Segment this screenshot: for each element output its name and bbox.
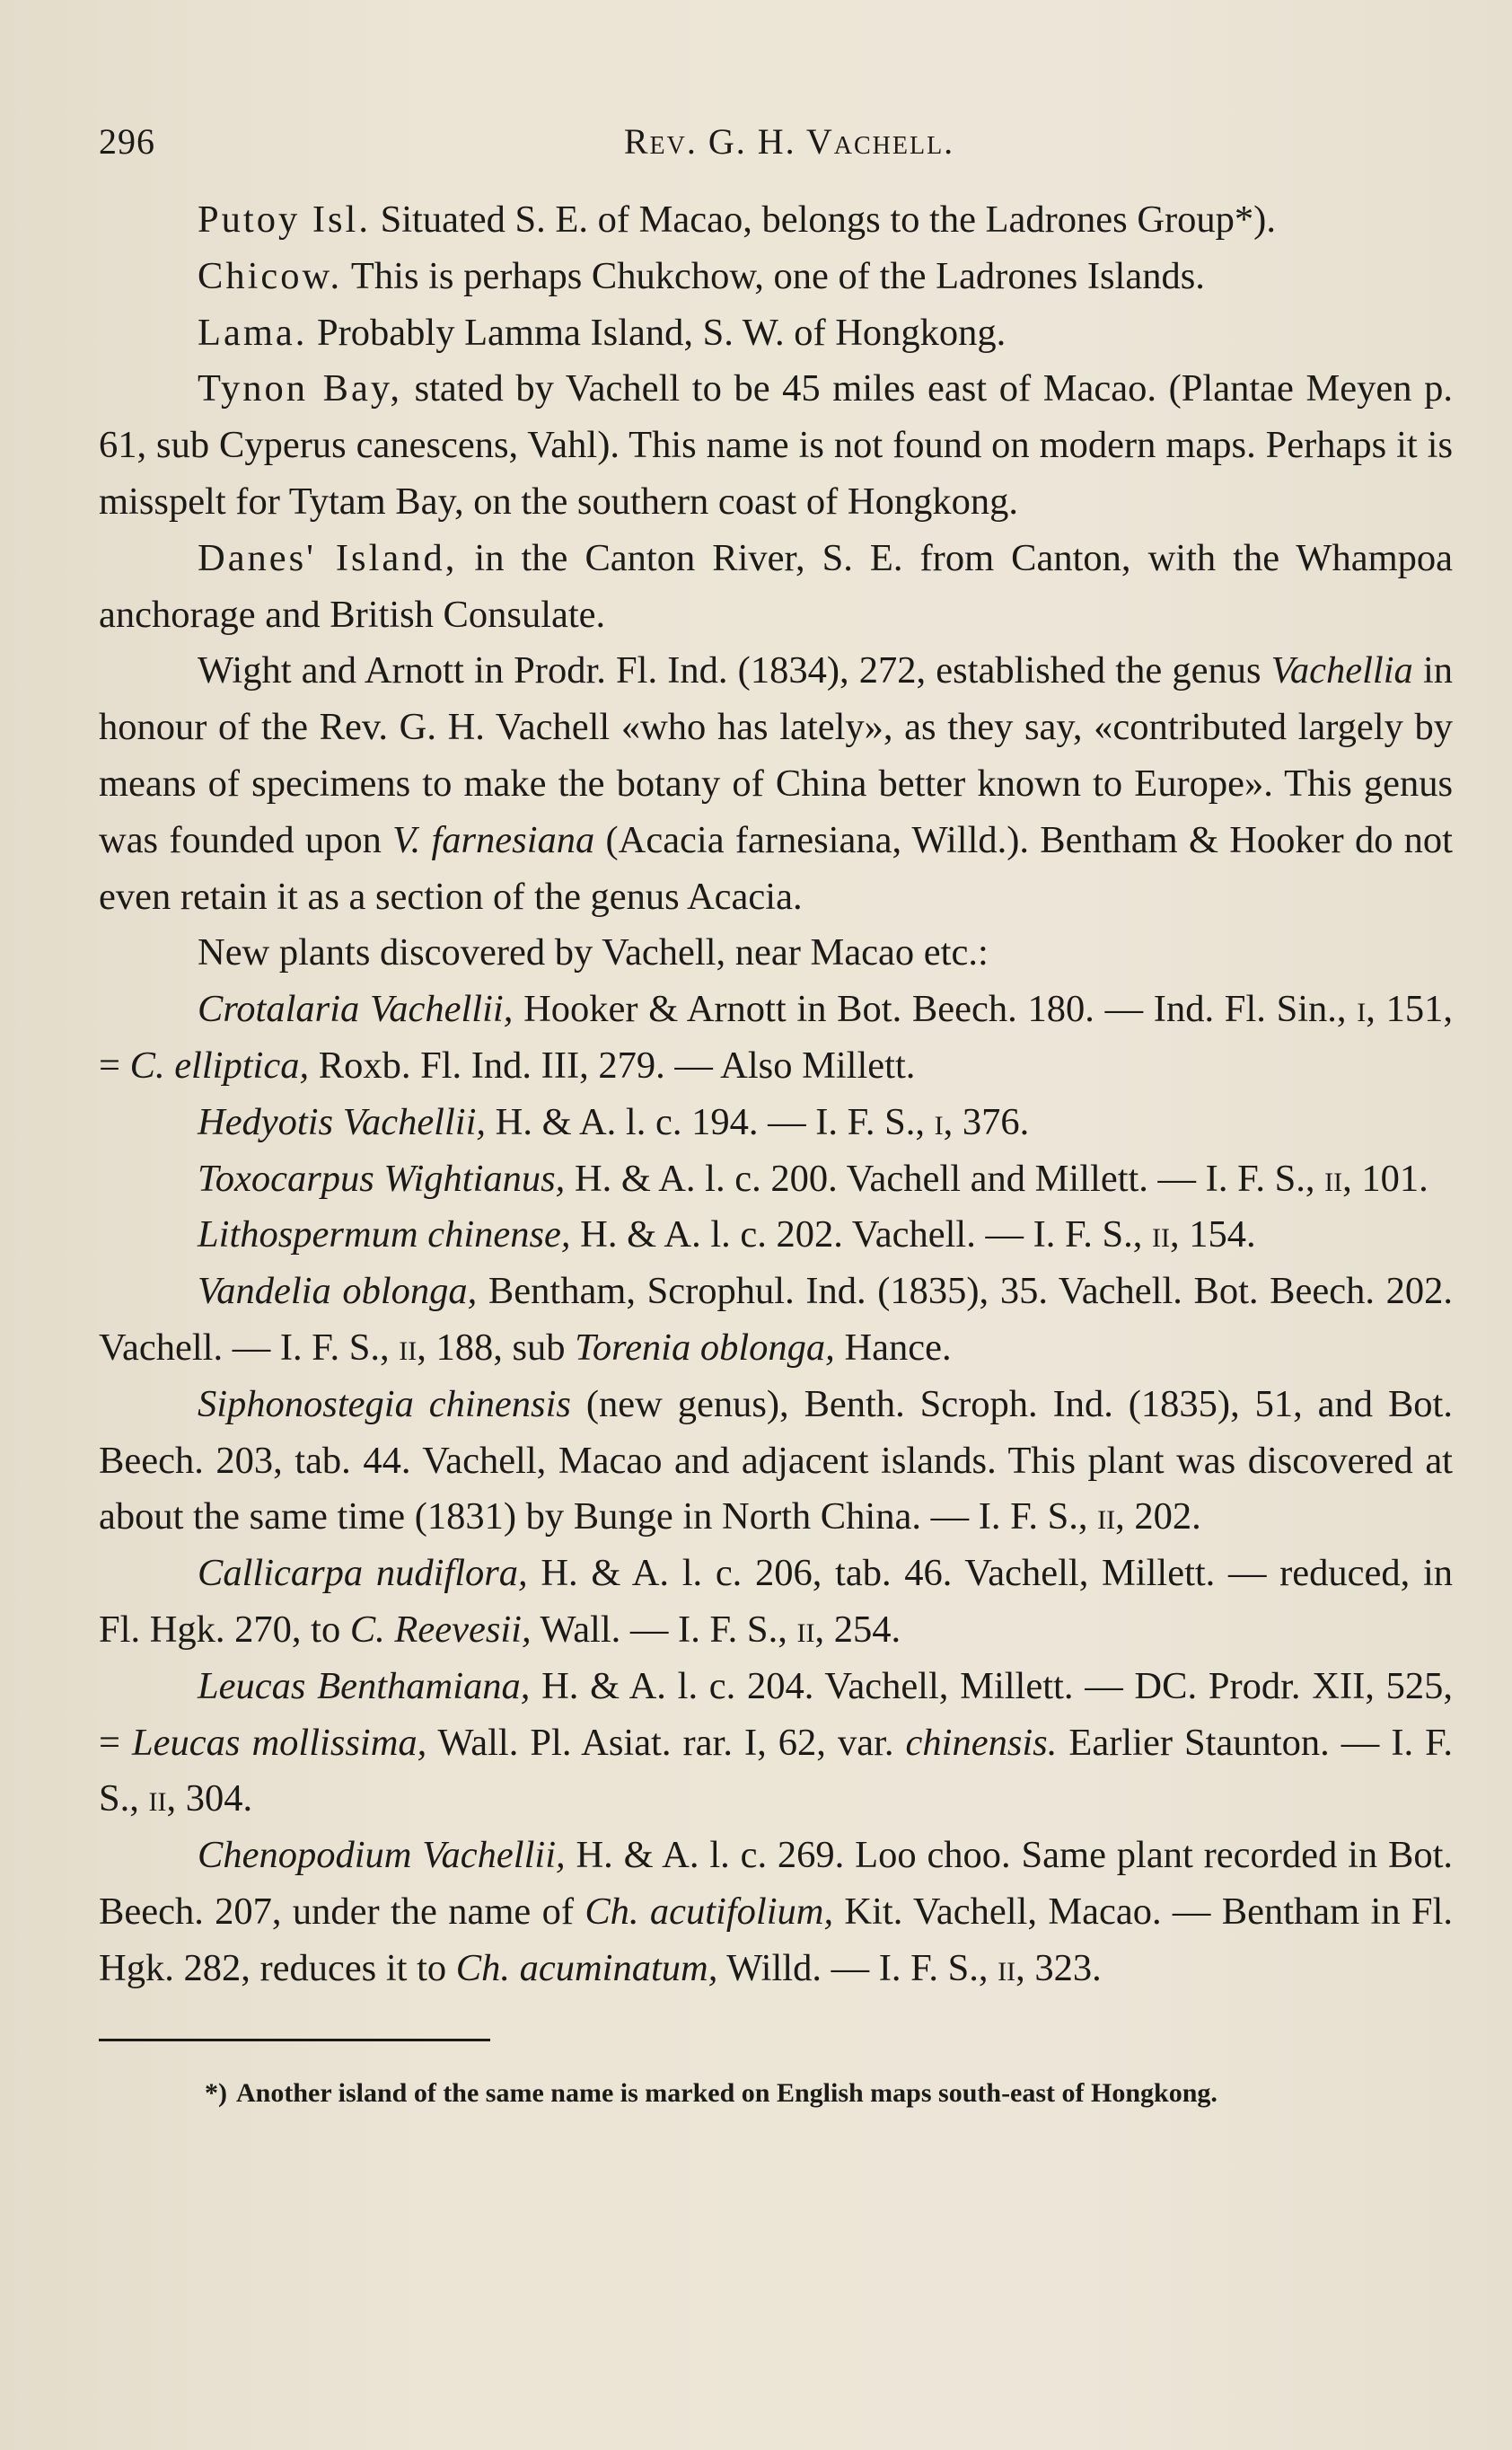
italic-run: Leucas mollissima,: [132, 1721, 427, 1764]
text-run: , 254.: [814, 1608, 901, 1651]
small-caps-run: ii: [1152, 1213, 1170, 1256]
footnote: [99, 2075, 1453, 2111]
italic-run: Lithospermum chinense,: [198, 1213, 571, 1256]
text-run: Hooker & Arnott in Bot. Beech. 180. — Ind. Fl. Sin.,: [513, 988, 1358, 1031]
text-run: stated by Vachell to be 45 miles east of Macao. (Plantae Meyen p. 61, sub Cyperus canescens, Vahl). This name is not found on modern maps. Perhaps it is misspelt for Tytam Bay, on the southern coast of Hongkong.: [99, 367, 1453, 523]
italic-run: Torenia oblonga,: [575, 1326, 835, 1369]
italic-run: Chenopodium Vachellii,: [198, 1834, 566, 1877]
text-run: Probably Lamma Island, S. W. of Hongkong.: [307, 311, 1007, 354]
text-run: , 202.: [1115, 1495, 1201, 1538]
text-run: H. & A. l. c. 194. — I. F. S.,: [486, 1100, 935, 1143]
text-run: Situated S. E. of Macao, belongs to the Ladrones Group*).: [370, 198, 1276, 241]
small-caps-run: ii: [148, 1777, 167, 1820]
text-run: Wall. Pl. Asiat. rar. I, 62, var.: [426, 1721, 906, 1764]
paragraph: [99, 1377, 1453, 1546]
paragraph: [99, 1828, 1453, 1996]
small-caps-run: i: [1357, 988, 1367, 1031]
text-run: Hance.: [834, 1326, 952, 1369]
paragraph: [99, 361, 1453, 530]
italic-run: Siphonostegia chinensis: [198, 1382, 571, 1425]
spaced-run: Danes' Island,: [198, 536, 458, 579]
small-caps-run: ii: [796, 1608, 815, 1651]
text-run: Roxb. Fl. Ind. III, 279. — Also Millett.: [309, 1044, 916, 1087]
text-run: , 188, sub: [417, 1326, 576, 1369]
spaced-run: Putoy Isl.: [198, 198, 371, 241]
text-run: H. & A. l. c. 204. Vachell, Millett. — DC. Prodr. XII, 525, =: [99, 1664, 1453, 1764]
text-run: Bentham, Scrophul. Ind. (1835), 35. Vachell. Bot. Beech. 202. Vachell. — I. F. S.,: [99, 1270, 1453, 1369]
spaced-run: Lama.: [198, 311, 308, 354]
paragraph: [99, 982, 1453, 1095]
italic-run: C. elliptica,: [129, 1044, 310, 1087]
italic-run: Hedyotis Vachellii,: [198, 1100, 487, 1143]
italic-run: chinensis.: [905, 1721, 1058, 1764]
small-caps-run: ii: [1097, 1495, 1116, 1538]
paragraph: [99, 1264, 1453, 1377]
small-caps-run: ii: [399, 1326, 418, 1369]
body-text: [99, 192, 1453, 1997]
text-run: New plants discovered by Vachell, near Macao etc.:: [198, 931, 989, 974]
text-run: H. & A. l. c. 200. Vachell and Millett. — I. F. S.,: [565, 1157, 1325, 1200]
running-title: Rev. G. H. Vachell.: [623, 121, 955, 162]
italic-run: Ch. acuminatum,: [455, 1946, 718, 1989]
paragraph: [99, 1151, 1453, 1208]
paragraph: [99, 531, 1453, 644]
italic-run: Callicarpa nudiflora,: [198, 1552, 528, 1595]
paragraph: [99, 192, 1453, 249]
italic-run: Vachellia: [1270, 649, 1413, 692]
page-number: 296: [99, 121, 155, 162]
text-run: Earlier Staunton. — I. F. S.,: [99, 1721, 1453, 1820]
text-run: Wall. — I. F. S.,: [531, 1608, 797, 1651]
italic-run: Ch. acutifolium,: [585, 1890, 834, 1933]
text-run: (new genus), Benth. Scroph. Ind. (1835), 51, and Bot. Beech. 203, tab. 44. Vachell, Macao and adjacent islands. This plant was discovered at about the same time (1831) by Bunge in North China. — I. F. S.,: [99, 1382, 1453, 1538]
italic-run: Crotalaria Vachellii,: [198, 988, 514, 1031]
small-caps-run: ii: [1324, 1157, 1343, 1200]
italic-run: C. Reevesii,: [349, 1608, 532, 1651]
text-run: Willd. — I. F. S.,: [717, 1946, 998, 1989]
small-caps-run: ii: [998, 1946, 1016, 1989]
footnote-mark: *): [205, 2077, 227, 2108]
running-head: [99, 106, 1453, 169]
text-run: , 154.: [1169, 1213, 1256, 1256]
paragraph: [99, 1659, 1453, 1828]
footnote-text: Another island of the same name is marked on English maps south-east of Hongkong.: [236, 2077, 1218, 2108]
small-caps-run: i: [934, 1100, 944, 1143]
text-run: , 376.: [943, 1100, 1030, 1143]
paragraph: [99, 249, 1453, 305]
text-run: , 101.: [1342, 1157, 1428, 1200]
paragraph: [99, 1546, 1453, 1659]
spaced-run: Tynon Bay,: [198, 367, 402, 410]
text-run: Kit. Vachell, Macao. — Bentham in Fl. Hgk. 282, reduces it to: [99, 1890, 1453, 1989]
text-run: , 304.: [166, 1777, 253, 1820]
text-run: Wight and Arnott in Prodr. Fl. Ind. (1834), 272, established the genus: [198, 649, 1271, 692]
italic-run: Toxocarpus Wightianus,: [198, 1157, 566, 1200]
text-run: H. & A. l. c. 202. Vachell. — I. F. S.,: [570, 1213, 1152, 1256]
text-run: in the Canton River, S. E. from Canton, with the Whampoa anchorage and British Consulate.: [99, 536, 1453, 636]
text-run: H. & A. l. c. 269. Loo choo. Same plant recorded in Bot. Beech. 207, under the name of: [99, 1834, 1453, 1933]
paragraph: [99, 305, 1453, 362]
text-run: This is perhaps Chukchow, one of the Ladrones Islands.: [342, 254, 1205, 297]
footnote-rule: [99, 2039, 490, 2041]
paragraph: [99, 1207, 1453, 1264]
text-run: (Acacia farnesiana, Willd.). Bentham & Hooker do not even retain it as a section of the genus Acacia.: [99, 818, 1453, 918]
text-run: , 151, =: [99, 988, 1454, 1087]
paragraph: [99, 643, 1453, 925]
spaced-run: Chicow.: [198, 254, 343, 297]
italic-run: Vandelia oblonga,: [198, 1270, 478, 1313]
italic-run: Leucas Benthamiana,: [198, 1664, 531, 1707]
paragraph: [99, 925, 1453, 982]
text-run: H. & A. l. c. 206, tab. 46. Vachell, Millett. — reduced, in Fl. Hgk. 270, to: [99, 1552, 1453, 1651]
text-run: in honour of the Rev. G. H. Vachell «who has lately», as they say, «contributed largely by means of specimens to make the botany of China better known to Europe». This genus was founded upon: [99, 649, 1454, 861]
text-run: , 323.: [1015, 1946, 1102, 1989]
italic-run: V. farnesiana: [392, 818, 595, 861]
paragraph: [99, 1095, 1453, 1151]
